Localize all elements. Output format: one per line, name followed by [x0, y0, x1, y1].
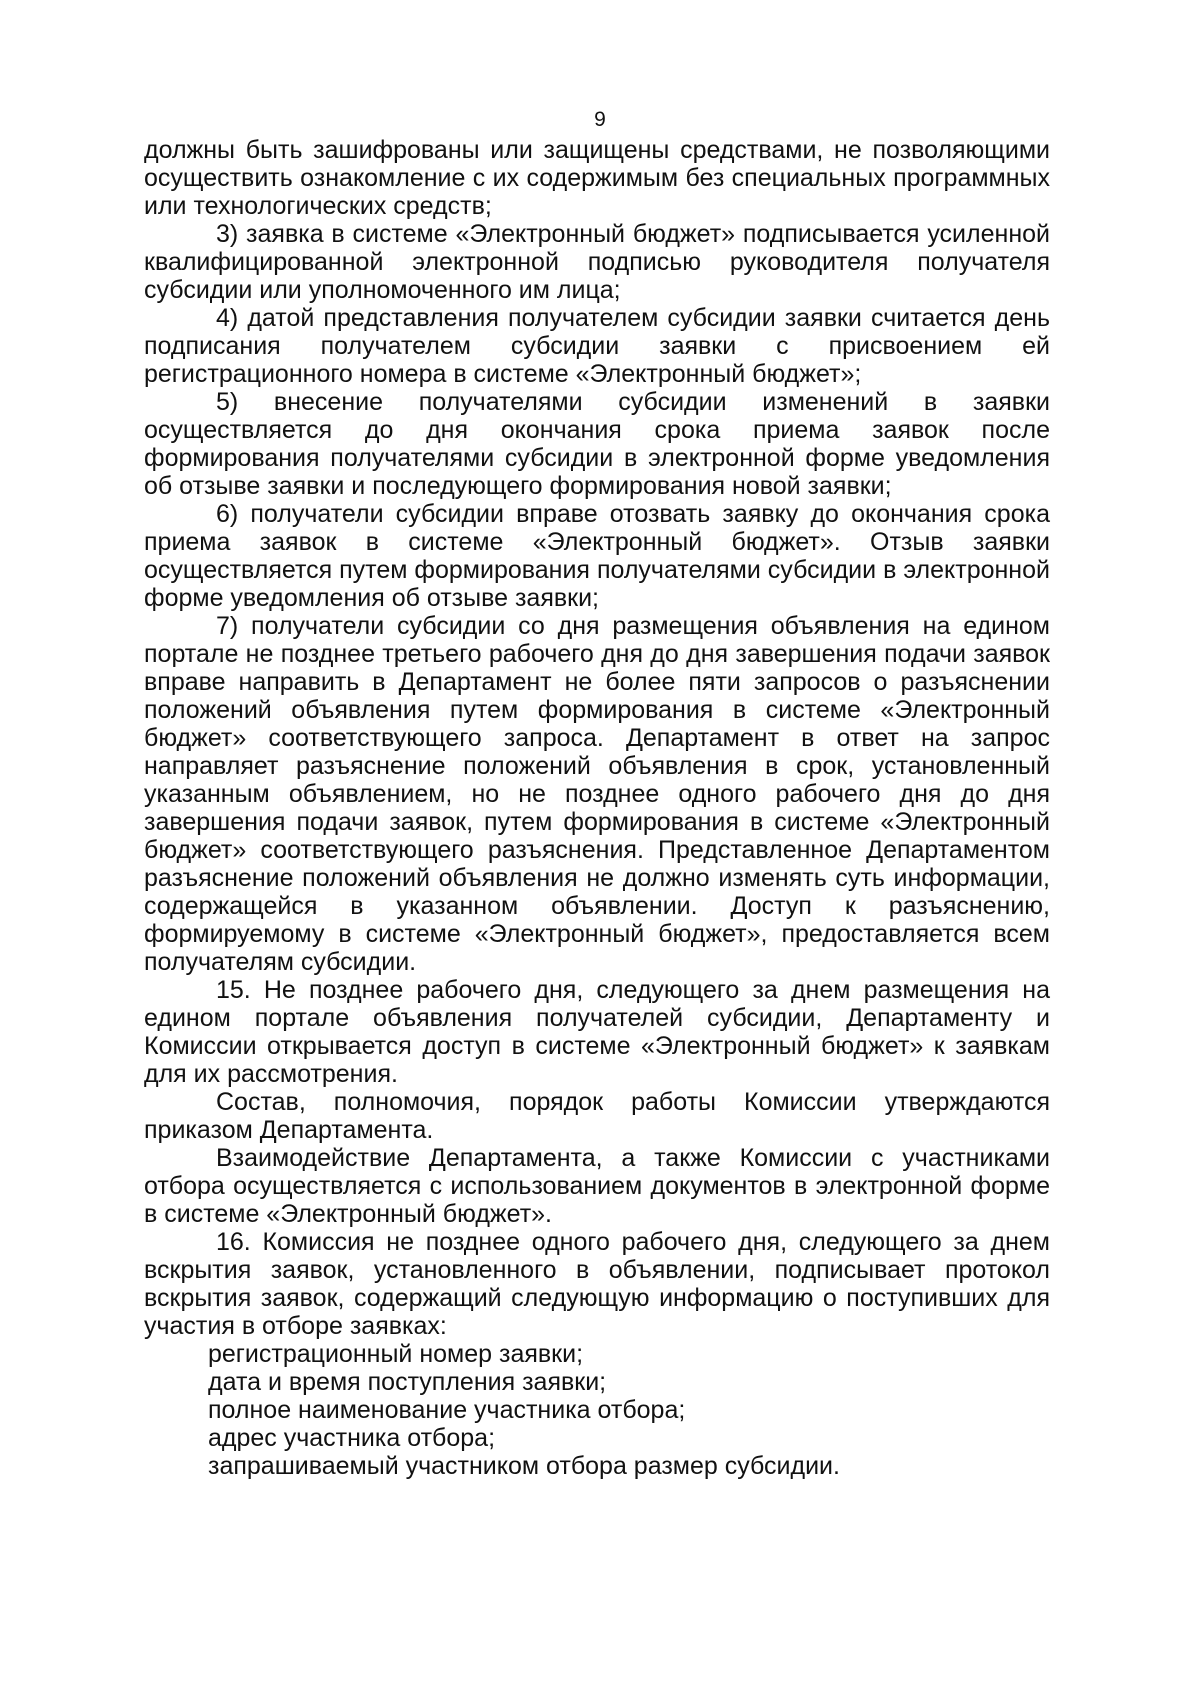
protocol-info-list [144, 1340, 1050, 1480]
paragraph: должны быть зашифрованы или защищены средствами, не позволяющими осуществить ознакомление с их содержимым без специальных программных или технологических средств; [144, 136, 1050, 220]
paragraph: 6) получатели субсидии вправе отозвать заявку до окончания срока приема заявок в системе «Электронный бюджет». Отзыв заявки осуществляется путем формирования получателями субсидии в электронной форме уведомления об отзыве заявки; [144, 500, 1050, 612]
paragraph: Взаимодействие Департамента, а также Комиссии с участниками отбора осуществляется с использованием документов в электронной форме в системе «Электронный бюджет». [144, 1144, 1050, 1228]
list-item: запрашиваемый участником отбора размер субсидии. [208, 1452, 840, 1480]
paragraph: 7) получатели субсидии со дня размещения объявления на едином портале не позднее третьего рабочего дня до дня завершения подачи заявок вправе направить в Департамент не более пяти запросов о разъяснении положений объявления путем формирования в системе «Электронный бюджет» соответствующего запроса. Департамент в ответ на запрос направляет разъяснение положений объявления в срок, установленный указанным объявлением, но не позднее одного рабочего дня до дня завершения подачи заявок, путем формирования в системе «Электронный бюджет» соответствующего разъяснения. Представленное Департаментом разъяснение положений объявления не должно изменять суть информации, содержащейся в указанном объявлении. Доступ к разъяснению, формируемому в системе «Электронный бюджет», предоставляется всем получателям субсидии. [144, 612, 1050, 976]
paragraph: 5) внесение получателями субсидии изменений в заявки осуществляется до дня окончания срока приема заявок после формирования получателями субсидии в электронной форме уведомления об отзыве заявки и последующего формирования новой заявки; [144, 388, 1050, 500]
paragraph: Состав, полномочия, порядок работы Комиссии утверждаются приказом Департамента. [144, 1088, 1050, 1144]
paragraph: 16. Комиссия не позднее одного рабочего дня, следующего за днем вскрытия заявок, установленного в объявлении, подписывает протокол вскрытия заявок, содержащий следующую информацию о поступивших для участия в отборе заявках: [144, 1228, 1050, 1340]
list-item: адрес участника отбора; [208, 1424, 496, 1452]
paragraph: 3) заявка в системе «Электронный бюджет» подписывается усиленной квалифицированной электронной подписью руководителя получателя субсидии или уполномоченного им лица; [144, 220, 1050, 304]
list-item: регистрационный номер заявки; [208, 1340, 584, 1368]
paragraph: 15. Не позднее рабочего дня, следующего за днем размещения на едином портале объявления получателей субсидии, Департаменту и Комиссии открывается доступ в системе «Электронный бюджет» к заявкам для их рассмотрения. [144, 976, 1050, 1088]
document-body [144, 136, 1050, 1480]
paragraph: 4) датой представления получателем субсидии заявки считается день подписания получателем субсидии заявки с присвоением ей регистрационного номера в системе «Электронный бюджет»; [144, 304, 1050, 388]
list-item: полное наименование участника отбора; [208, 1396, 686, 1424]
list-item: дата и время поступления заявки; [208, 1368, 607, 1396]
page-number: 9 [594, 108, 606, 131]
